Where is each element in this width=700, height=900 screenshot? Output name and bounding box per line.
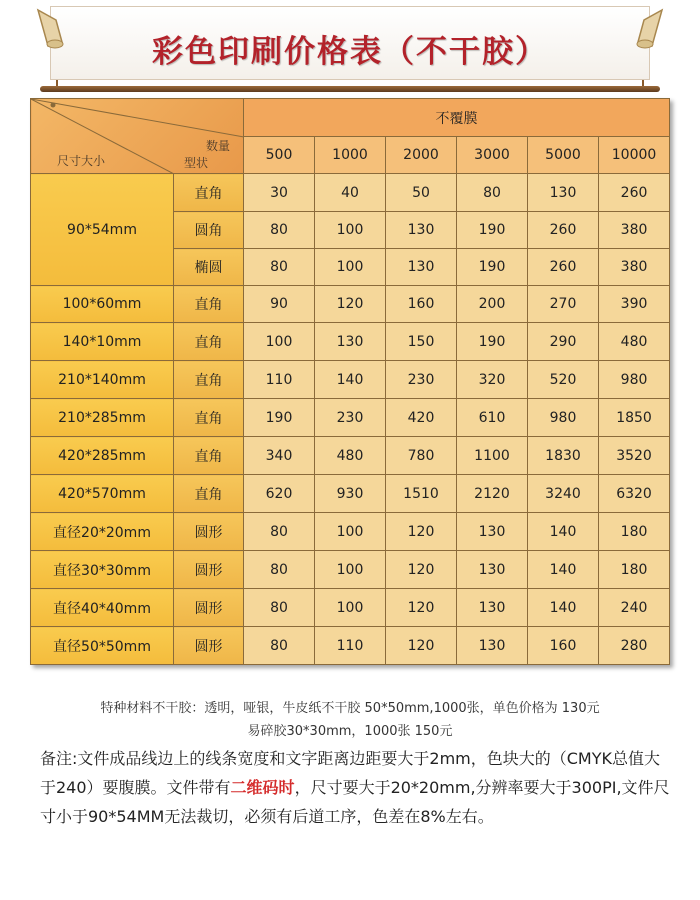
price-cell: 130 (386, 249, 457, 286)
price-cell: 80 (244, 551, 315, 589)
price-cell: 380 (599, 249, 670, 286)
price-cell: 100 (315, 513, 386, 551)
table-corner-header (31, 99, 244, 174)
price-cell: 150 (386, 323, 457, 361)
price-cell: 3240 (528, 475, 599, 513)
corner-size-label: 尺寸大小 (57, 154, 106, 168)
table-row (31, 589, 670, 627)
price-cell: 1510 (386, 475, 457, 513)
price-cell: 140 (315, 361, 386, 399)
price-cell: 390 (599, 286, 670, 323)
price-cell: 1100 (457, 437, 528, 475)
shape-cell: 圆形 (174, 627, 244, 665)
shape-cell: 直角 (174, 323, 244, 361)
table-row (31, 399, 670, 437)
price-cell: 120 (386, 513, 457, 551)
size-cell: 210*140mm (31, 361, 174, 399)
price-cell: 160 (386, 286, 457, 323)
price-cell: 2120 (457, 475, 528, 513)
price-cell: 190 (457, 249, 528, 286)
price-cell: 230 (386, 361, 457, 399)
price-cell: 130 (386, 212, 457, 249)
shape-cell: 圆角 (174, 212, 244, 249)
price-cell: 260 (599, 174, 670, 212)
price-cell: 120 (386, 589, 457, 627)
price-cell: 610 (457, 399, 528, 437)
hanging-rod (40, 86, 660, 92)
price-cell: 480 (315, 437, 386, 475)
price-cell: 930 (315, 475, 386, 513)
price-cell: 380 (599, 212, 670, 249)
price-cell: 130 (315, 323, 386, 361)
left-horn-icon (34, 6, 68, 50)
price-cell: 190 (244, 399, 315, 437)
price-cell: 100 (315, 249, 386, 286)
price-cell: 110 (315, 627, 386, 665)
price-cell: 480 (599, 323, 670, 361)
price-cell: 120 (386, 627, 457, 665)
price-cell: 40 (315, 174, 386, 212)
table-row (31, 323, 670, 361)
price-cell: 130 (457, 627, 528, 665)
price-cell: 80 (244, 627, 315, 665)
size-cell: 直径40*40mm (31, 589, 174, 627)
price-cell: 30 (244, 174, 315, 212)
price-cell: 240 (599, 589, 670, 627)
table-row (31, 475, 670, 513)
size-cell: 90*54mm (31, 174, 174, 286)
size-cell: 直径20*20mm (31, 513, 174, 551)
price-cell: 130 (457, 551, 528, 589)
price-cell: 6320 (599, 475, 670, 513)
fragile-label-note: 易碎胶30*30mm，1000张 150元 (247, 724, 453, 739)
price-cell: 190 (457, 323, 528, 361)
shape-cell: 直角 (174, 174, 244, 212)
page-title: 彩色印刷价格表（不干胶） (152, 34, 548, 70)
price-cell: 80 (457, 174, 528, 212)
quantity-header-cell: 10000 (599, 137, 670, 174)
price-cell: 120 (315, 286, 386, 323)
price-cell: 290 (528, 323, 599, 361)
price-cell: 340 (244, 437, 315, 475)
shape-cell: 椭圆 (174, 249, 244, 286)
price-cell: 420 (386, 399, 457, 437)
price-cell: 80 (244, 513, 315, 551)
remark-highlight: 二维码时 (230, 778, 295, 797)
price-cell: 160 (528, 627, 599, 665)
price-cell: 180 (599, 551, 670, 589)
size-cell: 直径50*50mm (31, 627, 174, 665)
price-cell: 100 (315, 589, 386, 627)
size-cell: 210*285mm (31, 399, 174, 437)
right-horn-icon (632, 6, 666, 50)
price-cell: 50 (386, 174, 457, 212)
price-cell: 320 (457, 361, 528, 399)
price-cell: 110 (244, 361, 315, 399)
price-cell: 80 (244, 212, 315, 249)
table-row (31, 513, 670, 551)
price-cell: 230 (315, 399, 386, 437)
shape-cell: 直角 (174, 286, 244, 323)
price-cell: 260 (528, 212, 599, 249)
table-row (31, 174, 670, 212)
price-cell: 280 (599, 627, 670, 665)
quantity-header-cell: 2000 (386, 137, 457, 174)
shape-cell: 圆形 (174, 513, 244, 551)
table-row (31, 627, 670, 665)
price-cell: 3520 (599, 437, 670, 475)
price-cell: 100 (244, 323, 315, 361)
price-cell: 200 (457, 286, 528, 323)
price-cell: 140 (528, 589, 599, 627)
shape-cell: 圆形 (174, 551, 244, 589)
price-cell: 140 (528, 551, 599, 589)
size-cell: 420*285mm (31, 437, 174, 475)
price-cell: 180 (599, 513, 670, 551)
title-banner (0, 0, 700, 100)
shape-cell: 直角 (174, 437, 244, 475)
price-cell: 620 (244, 475, 315, 513)
shape-cell: 直角 (174, 475, 244, 513)
quantity-header-cell: 3000 (457, 137, 528, 174)
price-table (30, 98, 670, 665)
no-lamination-header: 不覆膜 (244, 99, 670, 137)
quantity-header-cell: 500 (244, 137, 315, 174)
price-cell: 1850 (599, 399, 670, 437)
price-cell: 980 (528, 399, 599, 437)
shape-cell: 直角 (174, 399, 244, 437)
price-cell: 1830 (528, 437, 599, 475)
remark-text-end: ，尺寸要大于20*20mm,分辨率要大于300PI,文件尺寸小于90*54MM无法裁切，必须有后道工序，色差在8%左右。 (40, 778, 670, 826)
price-cell: 780 (386, 437, 457, 475)
shape-cell: 圆形 (174, 589, 244, 627)
table-row (31, 551, 670, 589)
price-cell: 260 (528, 249, 599, 286)
size-cell: 100*60mm (31, 286, 174, 323)
table-row (31, 286, 670, 323)
size-cell: 直径30*30mm (31, 551, 174, 589)
quantity-header-cell: 5000 (528, 137, 599, 174)
size-cell: 140*10mm (31, 323, 174, 361)
price-cell: 130 (528, 174, 599, 212)
corner-shape-label: 型状 (184, 156, 209, 170)
price-cell: 80 (244, 249, 315, 286)
price-cell: 270 (528, 286, 599, 323)
price-cell: 90 (244, 286, 315, 323)
shape-cell: 直角 (174, 361, 244, 399)
size-cell: 420*570mm (31, 475, 174, 513)
price-cell: 130 (457, 513, 528, 551)
price-cell: 100 (315, 212, 386, 249)
price-cell: 100 (315, 551, 386, 589)
quantity-header-cell: 1000 (315, 137, 386, 174)
corner-qty-label: 数量 (206, 139, 231, 153)
special-material-note: 特种材料不干胶：透明，哑银，牛皮纸不干胶 50*50mm,1000张，单色价格为 130元 (100, 701, 600, 716)
price-cell: 120 (386, 551, 457, 589)
price-cell: 980 (599, 361, 670, 399)
price-cell: 80 (244, 589, 315, 627)
remark-text-start: 备注:文件成品线边上的线条宽度和文字距离边距要大于2mm，色块大的（CMYK总值大于240）要腹膜。文件带有 (40, 749, 660, 797)
table-row (31, 361, 670, 399)
price-cell: 140 (528, 513, 599, 551)
price-cell: 130 (457, 589, 528, 627)
remark-paragraph (40, 744, 672, 831)
table-row (31, 437, 670, 475)
price-cell: 190 (457, 212, 528, 249)
price-cell: 520 (528, 361, 599, 399)
